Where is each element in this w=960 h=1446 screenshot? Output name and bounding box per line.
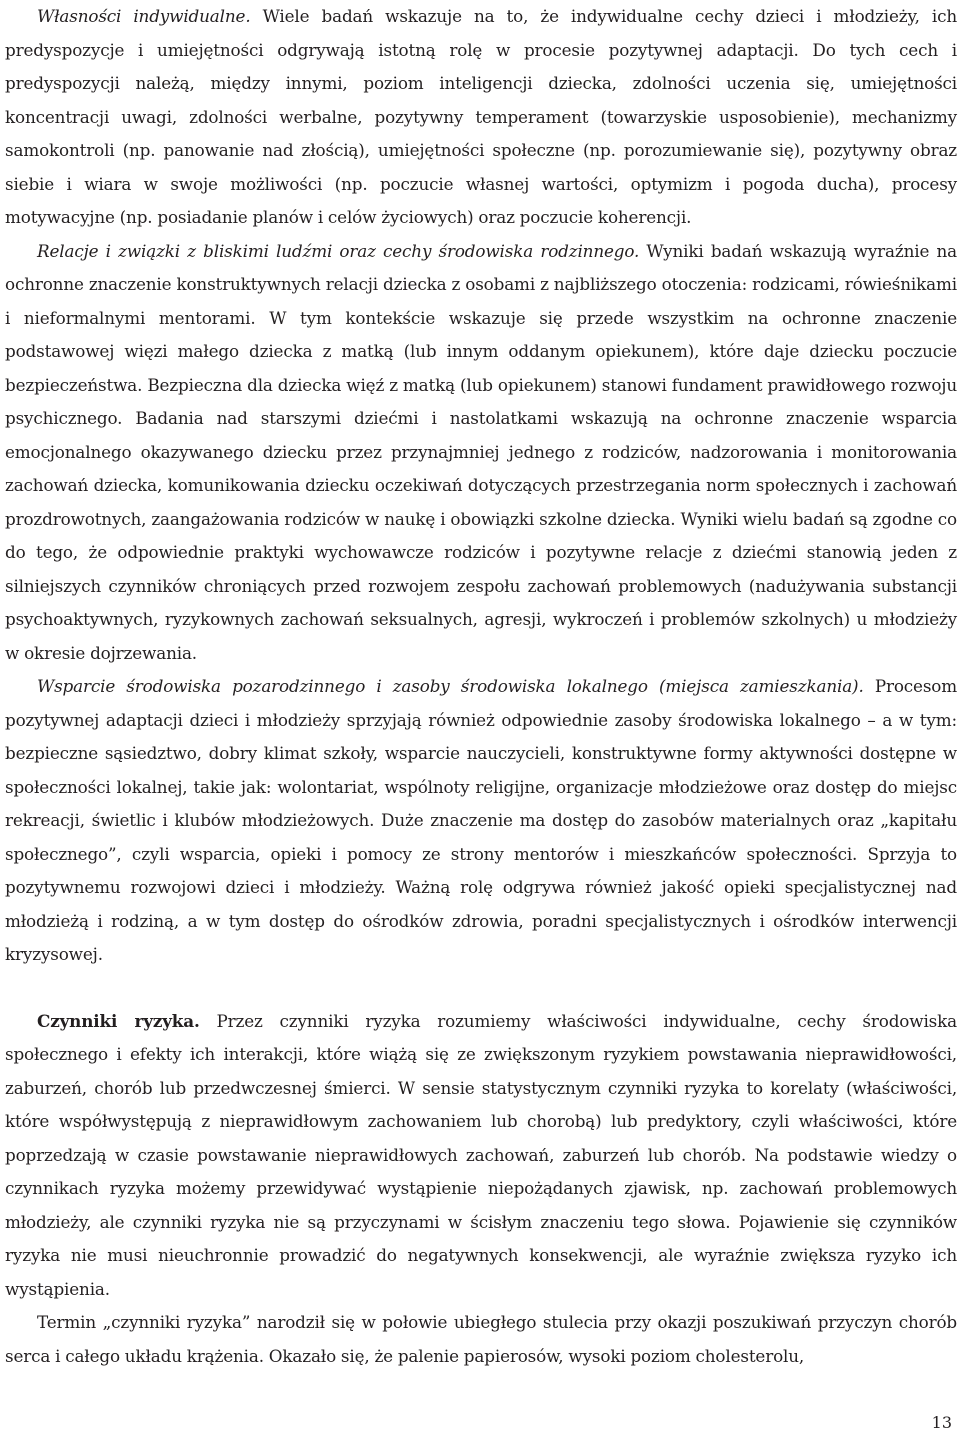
paragraph-text: Wyniki badań wskazują wyraźnie na ochronne znaczenie konstruktywnych relacji dziecka z osobami z najbliższego otoczenia: rodzicami, rówieśnikami i nieformalnymi mentorami. W tym kontekście wskazuje się przede wszystkim na ochronne znaczenie podstawowej więzi małego dziecka z matką (lub innym oddanym opiekunem), które daje dziecku poczucie bezpieczeństwa. Bezpieczna dla dziecka więź z matką (lub opiekunem) stanowi fundament prawidłowego rozwoju psychicznego. Badania nad starszymi dziećmi i nastolatkami wskazują na ochronne znaczenie wsparcia emocjonalnego okazywanego dziecku przez przynajmniej jednego z rodziców, nadzorowania i monitorowania zachowań dziecka, komunikowania dziecku oczekiwań dotyczących przestrzegania norm społecznych i zachowań prozdrowotnych, zaangażowania rodziców w naukę i obowiązki szkolne dziecka. Wyniki wielu badań są zgodne co do tego, że odpowiednie praktyki wychowawcze rodziców i pozytywne relacje z dziećmi stanowią jeden z silniejszych czynników chroniących przed rozwojem zespołu zachowań problemowych (nadużywania substancji psychoaktywnych, ryzykownych zachowań seksualnych, agresji, wykroczeń i problemów szkolnych) u młodzieży w okresie dojrzewania.	[5, 240, 957, 663]
paragraph-lead: Relacje i związki z bliskimi ludźmi oraz cechy środowiska rodzinnego.	[37, 240, 640, 261]
paragraph-lead: Wsparcie środowiska pozarodzinnego i zasoby środowiska lokalnego (miejsca zamieszkania).	[37, 676, 864, 696]
paragraph-text: Procesom pozytywnej adaptacji dzieci i młodzieży sprzyjają również odpowiednie zasoby środowiska lokalnego – a w tym: bezpieczne sąsiedztwo, dobry klimat szkoły, wsparcie nauczycieli, konstruktywne formy aktywności dostępne w społeczności lokalnej, takie jak: wolontariat, wspólnoty religijne, organizacje młodzieżowe oraz dostęp do miejsc rekreacji, świetlic i klubów młodzieżowych. Duże znaczenie ma dostęp do zasobów materialnych oraz „kapitału społecznego”, czyli wsparcia, opieki i pomocy ze strony mentorów i mieszkańców społeczności. Sprzyja to pozytywnemu rozwojowi dzieci i młodzieży. Ważną rolę odgrywa również jakość opieki specjalistycznej nad młodzieżą i rodziną, a w tym dostęp do ośrodków zdrowia, poradni specjalistycznych i ośrodków interwencji kryzysowej.	[5, 676, 957, 964]
paragraph-risk-factors	[5, 1005, 957, 1307]
paragraph-support	[5, 670, 957, 972]
paragraph-text: Termin „czynniki ryzyka” narodził się w połowie ubiegłego stulecia przy okazji poszukiwań przyczyn chorób serca i całego układu krążenia. Okazało się, że palenie papierosów, wysoki poziom cholesterolu,	[5, 1312, 957, 1366]
document-page	[5, 0, 957, 1373]
paragraph-text: Przez czynniki ryzyka rozumiemy właściwości indywidualne, cechy środowiska społecznego i efekty ich interakcji, które wiążą się ze zwiększonym ryzykiem powstawania nieprawidłowości, zaburzeń, chorób lub przedwczesnej śmierci. W sensie statystycznym czynniki ryzyka to korelaty (właściwości, które współwystępują z nieprawidłowym zachowaniem lub chorobą) lub predyktory, czyli właściwości, które poprzedzają w czasie powstawanie nieprawidłowych zachowań, zaburzeń lub chorób. Na podstawie wiedzy o czynnikach ryzyka możemy przewidywać wystąpienie niepożądanych zjawisk, np. zachowań problemowych młodzieży, ale czynniki ryzyka nie są przyczynami w ścisłym znaczeniu tego słowa. Pojawienie się czynników ryzyka nie musi nieuchronnie prowadzić do negatywnych konsekwencji, ale wyraźnie zwiększa ryzyko ich wystąpienia.	[5, 1010, 958, 1299]
paragraph-individual-properties	[5, 0, 957, 235]
page-number: 13	[931, 1413, 952, 1432]
section-heading: Czynniki ryzyka.	[37, 1010, 200, 1031]
paragraph-relations	[5, 235, 957, 671]
paragraph-term-origin	[5, 1306, 957, 1373]
paragraph-text: Wiele badań wskazuje na to, że indywidualne cechy dzieci i młodzieży, ich predyspozycje i umiejętności odgrywają istotną rolę w procesie pozytywnej adaptacji. Do tych cech i predyspozycji należą, między innymi, poziom inteligencji dziecka, zdolności uczenia się, umiejętności koncentracji uwagi, zdolności werbalne, pozytywny temperament (towarzyskie usposobienie), mechanizmy samokontroli (np. panowanie nad złością), umiejętności społeczne (np. porozumiewanie się), pozytywny obraz siebie i wiara w swoje możliwości (np. poczucie własnej wartości, optymizm i pogoda ducha), procesy motywacyjne (np. posiadanie planów i celów życiowych) oraz poczucie koherencji.	[5, 6, 957, 227]
paragraph-lead: Własności indywidualne.	[37, 6, 251, 26]
